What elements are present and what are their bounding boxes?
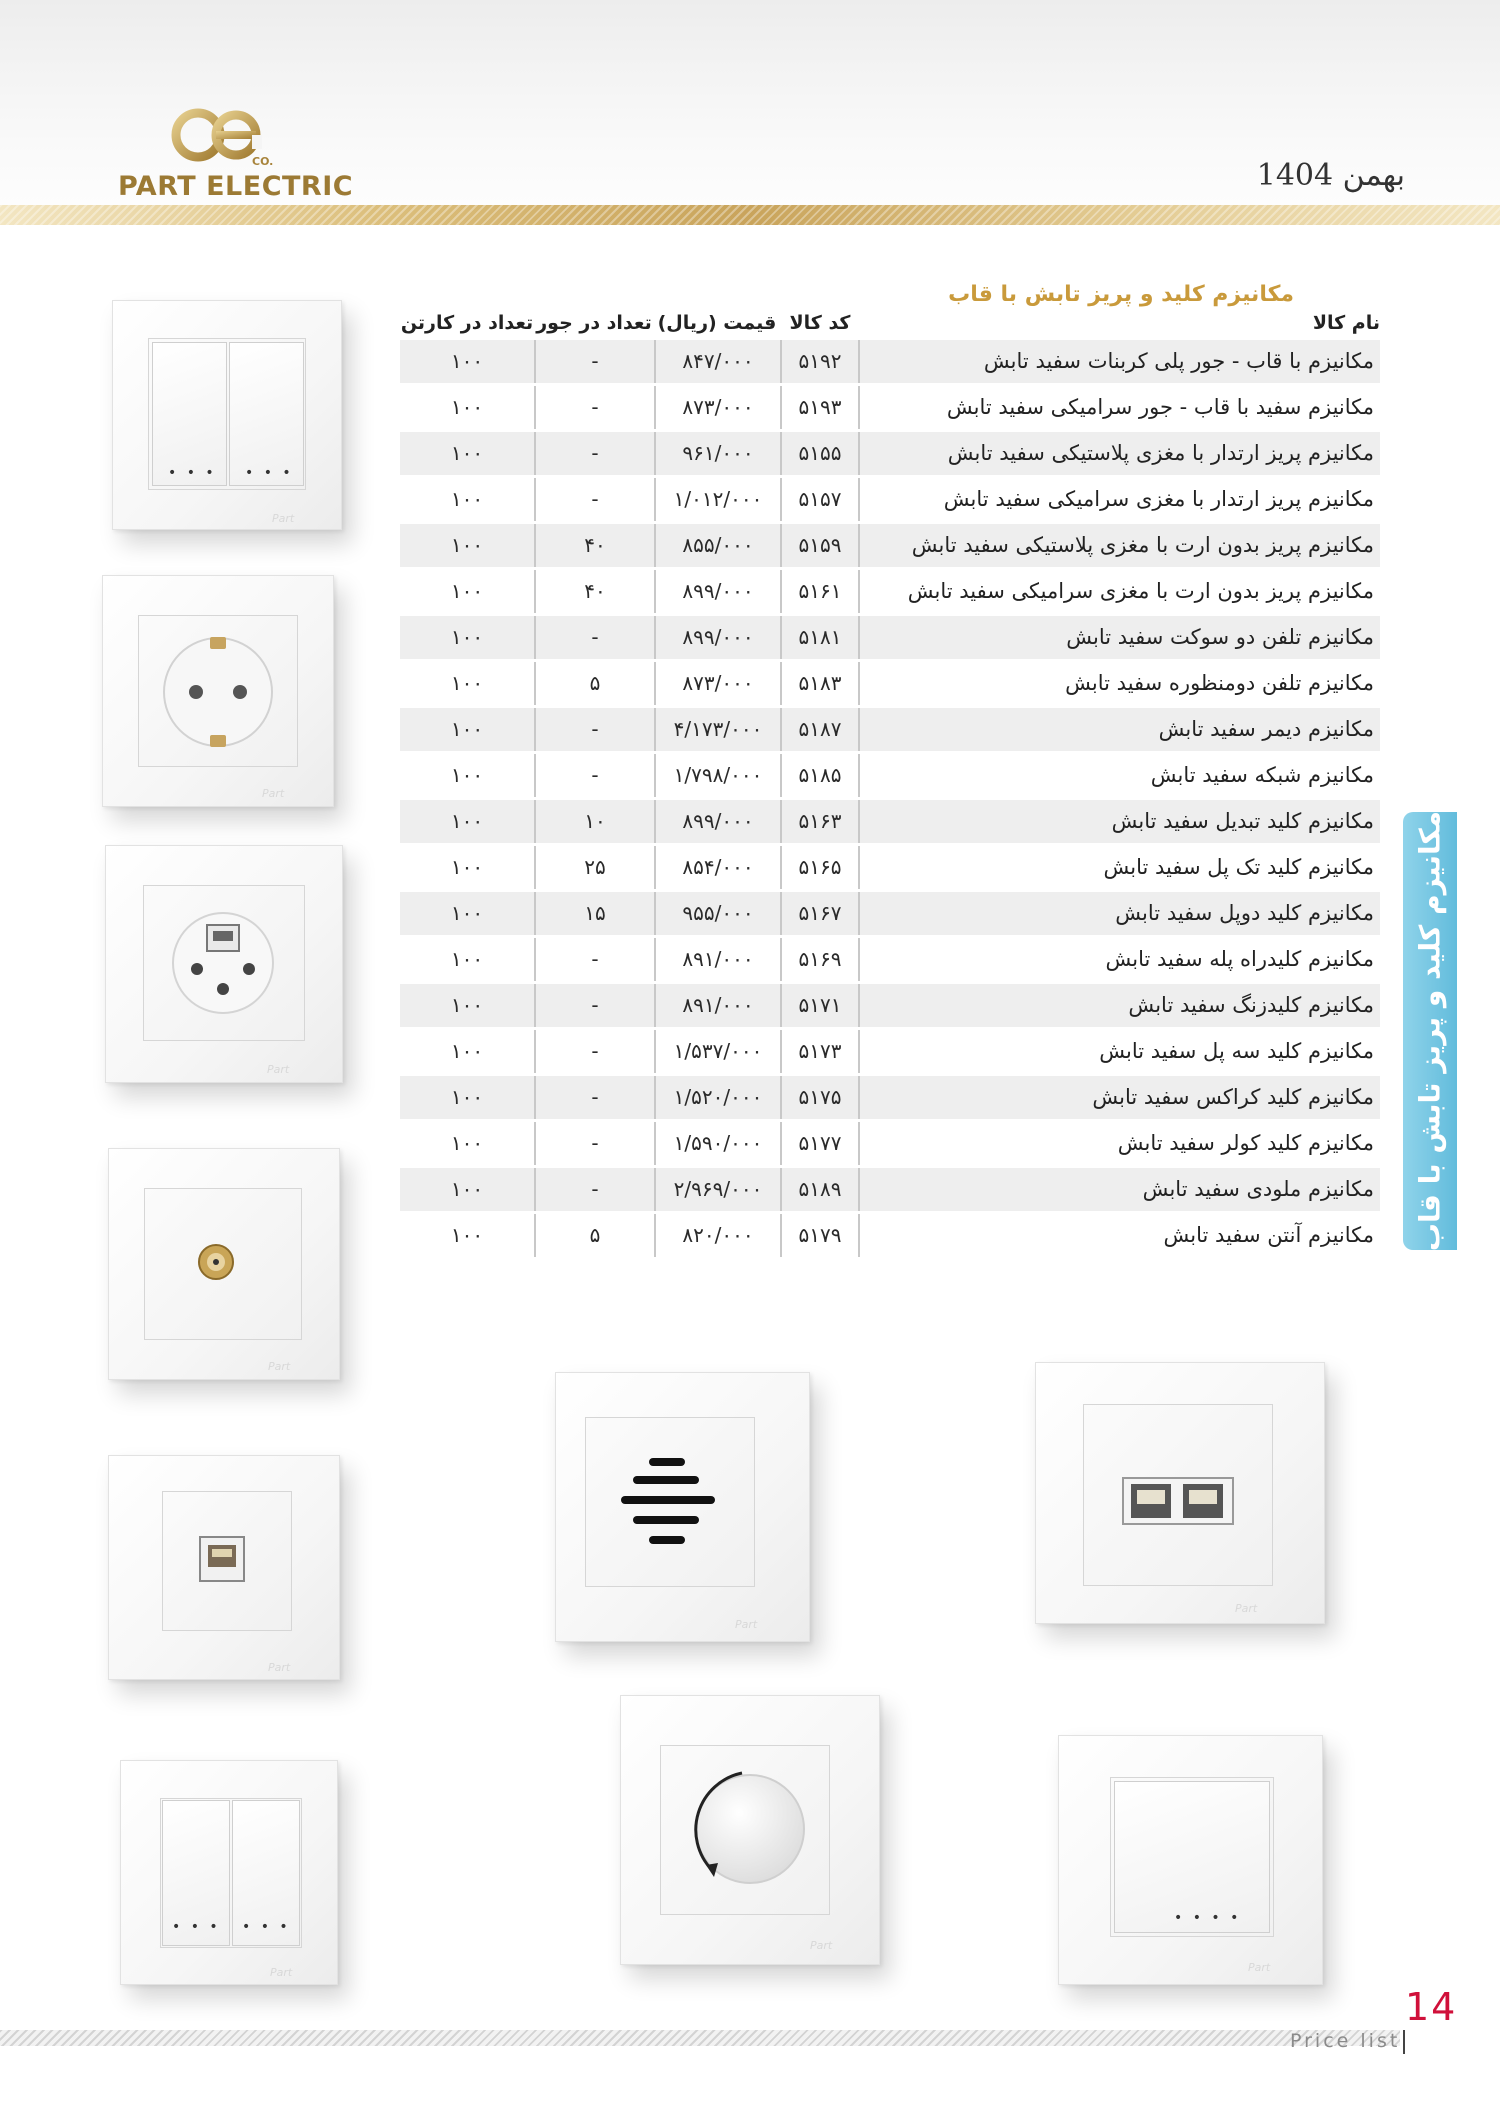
price-table xyxy=(400,298,1380,1258)
cell-price: ۱/۷۹۸/۰۰۰ xyxy=(654,754,780,797)
cell-carton: ۱۰۰ xyxy=(400,1030,534,1073)
cell-code: ۵۱۵۹ xyxy=(780,524,860,567)
cell-price: ۸۷۳/۰۰۰ xyxy=(654,662,780,705)
table-row xyxy=(400,706,1380,752)
cell-carton: ۱۰۰ xyxy=(400,754,534,797)
cell-pack: ۵ xyxy=(534,1214,654,1257)
cell-code: ۵۱۷۳ xyxy=(780,1030,860,1073)
logo-text: PART ELECTRIC xyxy=(118,171,354,202)
table-row xyxy=(400,890,1380,936)
cell-price: ۸۹۹/۰۰۰ xyxy=(654,570,780,613)
cell-price: ۸۵۵/۰۰۰ xyxy=(654,524,780,567)
cell-name: مکانیزم کلید کولر سفید تابش xyxy=(860,1122,1380,1165)
dimmer-knob-icon xyxy=(682,1765,812,1895)
cell-code: ۵۱۸۷ xyxy=(780,708,860,751)
cell-pack: - xyxy=(534,754,654,797)
cell-code: ۵۱۹۲ xyxy=(780,340,860,383)
cell-pack: ۴۰ xyxy=(534,524,654,567)
company-logo xyxy=(118,105,354,205)
cell-pack: - xyxy=(534,984,654,1027)
cell-price: ۱/۵۹۰/۰۰۰ xyxy=(654,1122,780,1165)
cell-code: ۵۱۵۵ xyxy=(780,432,860,475)
table-row xyxy=(400,522,1380,568)
cell-pack: - xyxy=(534,340,654,383)
cell-pack: - xyxy=(534,1030,654,1073)
cell-price: ۸۹۱/۰۰۰ xyxy=(654,938,780,981)
cell-name: مکانیزم پریز ارتدار با مغزی پلاستیکی سفید تابش xyxy=(860,432,1380,475)
cell-carton: ۱۰۰ xyxy=(400,1076,534,1119)
cell-carton: ۱۰۰ xyxy=(400,616,534,659)
section-title: مکانیزم کلید و پریز تابش با قاب xyxy=(948,282,1294,307)
table-row xyxy=(400,1120,1380,1166)
cell-code: ۵۱۷۵ xyxy=(780,1076,860,1119)
product-image-double-switch-2: • • • • • • Part xyxy=(120,1760,338,1985)
cell-pack: ۴۰ xyxy=(534,570,654,613)
cell-price: ۲/۹۶۹/۰۰۰ xyxy=(654,1168,780,1211)
cell-name: مکانیزم دیمر سفید تابش xyxy=(860,708,1380,751)
table-row xyxy=(400,1212,1380,1258)
cell-price: ۸۹۹/۰۰۰ xyxy=(654,616,780,659)
cell-carton: ۱۰۰ xyxy=(400,570,534,613)
network-port-icon xyxy=(198,1535,246,1583)
product-image-dimmer: Part xyxy=(620,1695,880,1965)
table-row xyxy=(400,614,1380,660)
cell-pack: - xyxy=(534,432,654,475)
cell-name: مکانیزم کلید تبدیل سفید تابش xyxy=(860,800,1380,843)
cell-code: ۵۱۶۱ xyxy=(780,570,860,613)
logo-sub: CO. xyxy=(252,155,274,168)
antenna-socket-icon xyxy=(196,1242,236,1282)
table-row xyxy=(400,476,1380,522)
cell-carton: ۱۰۰ xyxy=(400,432,534,475)
cell-price: ۱/۵۳۷/۰۰۰ xyxy=(654,1030,780,1073)
issue-date: بهمن 1404 xyxy=(1256,158,1405,193)
header-price: قیمت (ریال) xyxy=(657,312,777,334)
cell-code: ۵۱۶۷ xyxy=(780,892,860,935)
cell-code: ۵۱۹۳ xyxy=(780,386,860,429)
cell-pack: - xyxy=(534,1122,654,1165)
cell-pack: ۱۰ xyxy=(534,800,654,843)
product-image-double-switch: • • • • • • Part xyxy=(112,300,342,530)
cell-pack: - xyxy=(534,938,654,981)
table-row xyxy=(400,936,1380,982)
cell-name: مکانیزم کلیدزنگ سفید تابش xyxy=(860,984,1380,1027)
cell-price: ۸۷۳/۰۰۰ xyxy=(654,386,780,429)
cell-name: مکانیزم پریز ارتدار با مغزی سرامیکی سفید تابش xyxy=(860,478,1380,521)
cell-carton: ۱۰۰ xyxy=(400,938,534,981)
cell-price: ۸۴۷/۰۰۰ xyxy=(654,340,780,383)
cell-pack: - xyxy=(534,616,654,659)
footer-label: Price list xyxy=(1290,2030,1401,2052)
cell-pack: - xyxy=(534,1076,654,1119)
table-row xyxy=(400,798,1380,844)
cell-carton: ۱۰۰ xyxy=(400,708,534,751)
double-port-icon xyxy=(1121,1476,1235,1526)
header-pack: تعداد در جور xyxy=(536,312,652,334)
cell-name: مکانیزم کلید کراکس سفید تابش xyxy=(860,1076,1380,1119)
table-row xyxy=(400,982,1380,1028)
cell-code: ۵۱۸۱ xyxy=(780,616,860,659)
cell-pack: - xyxy=(534,708,654,751)
cell-pack: ۵ xyxy=(534,662,654,705)
header-name: نام کالا xyxy=(1312,312,1380,334)
cell-code: ۵۱۸۵ xyxy=(780,754,860,797)
cell-name: مکانیزم کلید تک پل سفید تابش xyxy=(860,846,1380,889)
cell-name: مکانیزم پریز بدون ارت با مغزی سرامیکی سفید تابش xyxy=(860,570,1380,613)
footer-stripe xyxy=(0,2030,1400,2046)
cell-carton: ۱۰۰ xyxy=(400,340,534,383)
side-tab-label: مکانیزم کلید و پریز تابش با قاب xyxy=(1413,810,1447,1252)
footer-divider xyxy=(1403,2030,1405,2054)
cell-code: ۵۱۷۷ xyxy=(780,1122,860,1165)
cell-carton: ۱۰۰ xyxy=(400,478,534,521)
table-row xyxy=(400,1166,1380,1212)
table-row xyxy=(400,844,1380,890)
cell-name: مکانیزم پریز بدون ارت با مغزی پلاستیکی سفید تابش xyxy=(860,524,1380,567)
cell-carton: ۱۰۰ xyxy=(400,662,534,705)
table-row xyxy=(400,338,1380,384)
cell-name: مکانیزم آنتن سفید تابش xyxy=(860,1214,1380,1257)
speaker-grille-icon xyxy=(619,1456,719,1548)
table-body xyxy=(400,338,1380,1258)
cell-carton: ۱۰۰ xyxy=(400,386,534,429)
telephone-socket-icon xyxy=(167,907,279,1019)
cell-code: ۵۱۷۹ xyxy=(780,1214,860,1257)
cell-price: ۹۵۵/۰۰۰ xyxy=(654,892,780,935)
cell-price: ۸۲۰/۰۰۰ xyxy=(654,1214,780,1257)
table-row xyxy=(400,660,1380,706)
product-image-double-telephone-socket: Part xyxy=(1035,1362,1325,1624)
cell-price: ۱/۵۲۰/۰۰۰ xyxy=(654,1076,780,1119)
cell-code: ۵۱۸۹ xyxy=(780,1168,860,1211)
cell-carton: ۱۰۰ xyxy=(400,892,534,935)
table-row xyxy=(400,1074,1380,1120)
cell-name: مکانیزم تلفن دومنظوره سفید تابش xyxy=(860,662,1380,705)
table-row xyxy=(400,752,1380,798)
cell-carton: ۱۰۰ xyxy=(400,1122,534,1165)
cell-name: مکانیزم کلید دوپل سفید تابش xyxy=(860,892,1380,935)
cell-name: مکانیزم سفید با قاب - جور سرامیکی سفید تابش xyxy=(860,386,1380,429)
cell-name: مکانیزم با قاب - جور پلی کربنات سفید تابش xyxy=(860,340,1380,383)
page-number: 14 xyxy=(1405,1985,1458,2029)
cell-carton: ۱۰۰ xyxy=(400,846,534,889)
product-image-antenna-socket: Part xyxy=(108,1148,340,1380)
socket-icon xyxy=(158,633,278,751)
header-code: کد کالا xyxy=(789,312,851,334)
table-row xyxy=(400,568,1380,614)
cell-name: مکانیزم ملودی سفید تابش xyxy=(860,1168,1380,1211)
table-row xyxy=(400,384,1380,430)
cell-pack: ۱۵ xyxy=(534,892,654,935)
product-image-melody: Part xyxy=(555,1372,810,1642)
section-side-tab xyxy=(1403,812,1457,1250)
product-image-earth-socket: Part xyxy=(102,575,334,807)
table-row xyxy=(400,430,1380,476)
cell-price: ۸۹۹/۰۰۰ xyxy=(654,800,780,843)
cell-code: ۵۱۸۳ xyxy=(780,662,860,705)
cell-price: ۸۹۱/۰۰۰ xyxy=(654,984,780,1027)
cell-code: ۵۱۶۵ xyxy=(780,846,860,889)
cell-price: ۹۶۱/۰۰۰ xyxy=(654,432,780,475)
cell-code: ۵۱۵۷ xyxy=(780,478,860,521)
product-image-network-socket: Part xyxy=(108,1455,340,1680)
header-gold-stripe xyxy=(0,205,1500,225)
cell-name: مکانیزم تلفن دو سوکت سفید تابش xyxy=(860,616,1380,659)
cell-carton: ۱۰۰ xyxy=(400,1168,534,1211)
cell-code: ۵۱۶۹ xyxy=(780,938,860,981)
cell-code: ۵۱۶۳ xyxy=(780,800,860,843)
cell-price: ۸۵۴/۰۰۰ xyxy=(654,846,780,889)
cell-carton: ۱۰۰ xyxy=(400,524,534,567)
cell-price: ۴/۱۷۳/۰۰۰ xyxy=(654,708,780,751)
cell-pack: - xyxy=(534,478,654,521)
cell-carton: ۱۰۰ xyxy=(400,800,534,843)
cell-carton: ۱۰۰ xyxy=(400,1214,534,1257)
cell-name: مکانیزم کلید سه پل سفید تابش xyxy=(860,1030,1380,1073)
cell-code: ۵۱۷۱ xyxy=(780,984,860,1027)
cell-pack: ۲۵ xyxy=(534,846,654,889)
header-carton: تعداد در کارتن xyxy=(400,312,534,334)
cell-pack: - xyxy=(534,1168,654,1211)
product-image-single-switch: • • • • Part xyxy=(1058,1735,1323,1985)
cell-carton: ۱۰۰ xyxy=(400,984,534,1027)
cell-pack: - xyxy=(534,386,654,429)
cell-price: ۱/۰۱۲/۰۰۰ xyxy=(654,478,780,521)
table-header-row xyxy=(400,298,1380,336)
cell-name: مکانیزم شبکه سفید تابش xyxy=(860,754,1380,797)
table-row xyxy=(400,1028,1380,1074)
product-image-telephone-socket: Part xyxy=(105,845,343,1083)
cell-name: مکانیزم کلیدراه پله سفید تابش xyxy=(860,938,1380,981)
